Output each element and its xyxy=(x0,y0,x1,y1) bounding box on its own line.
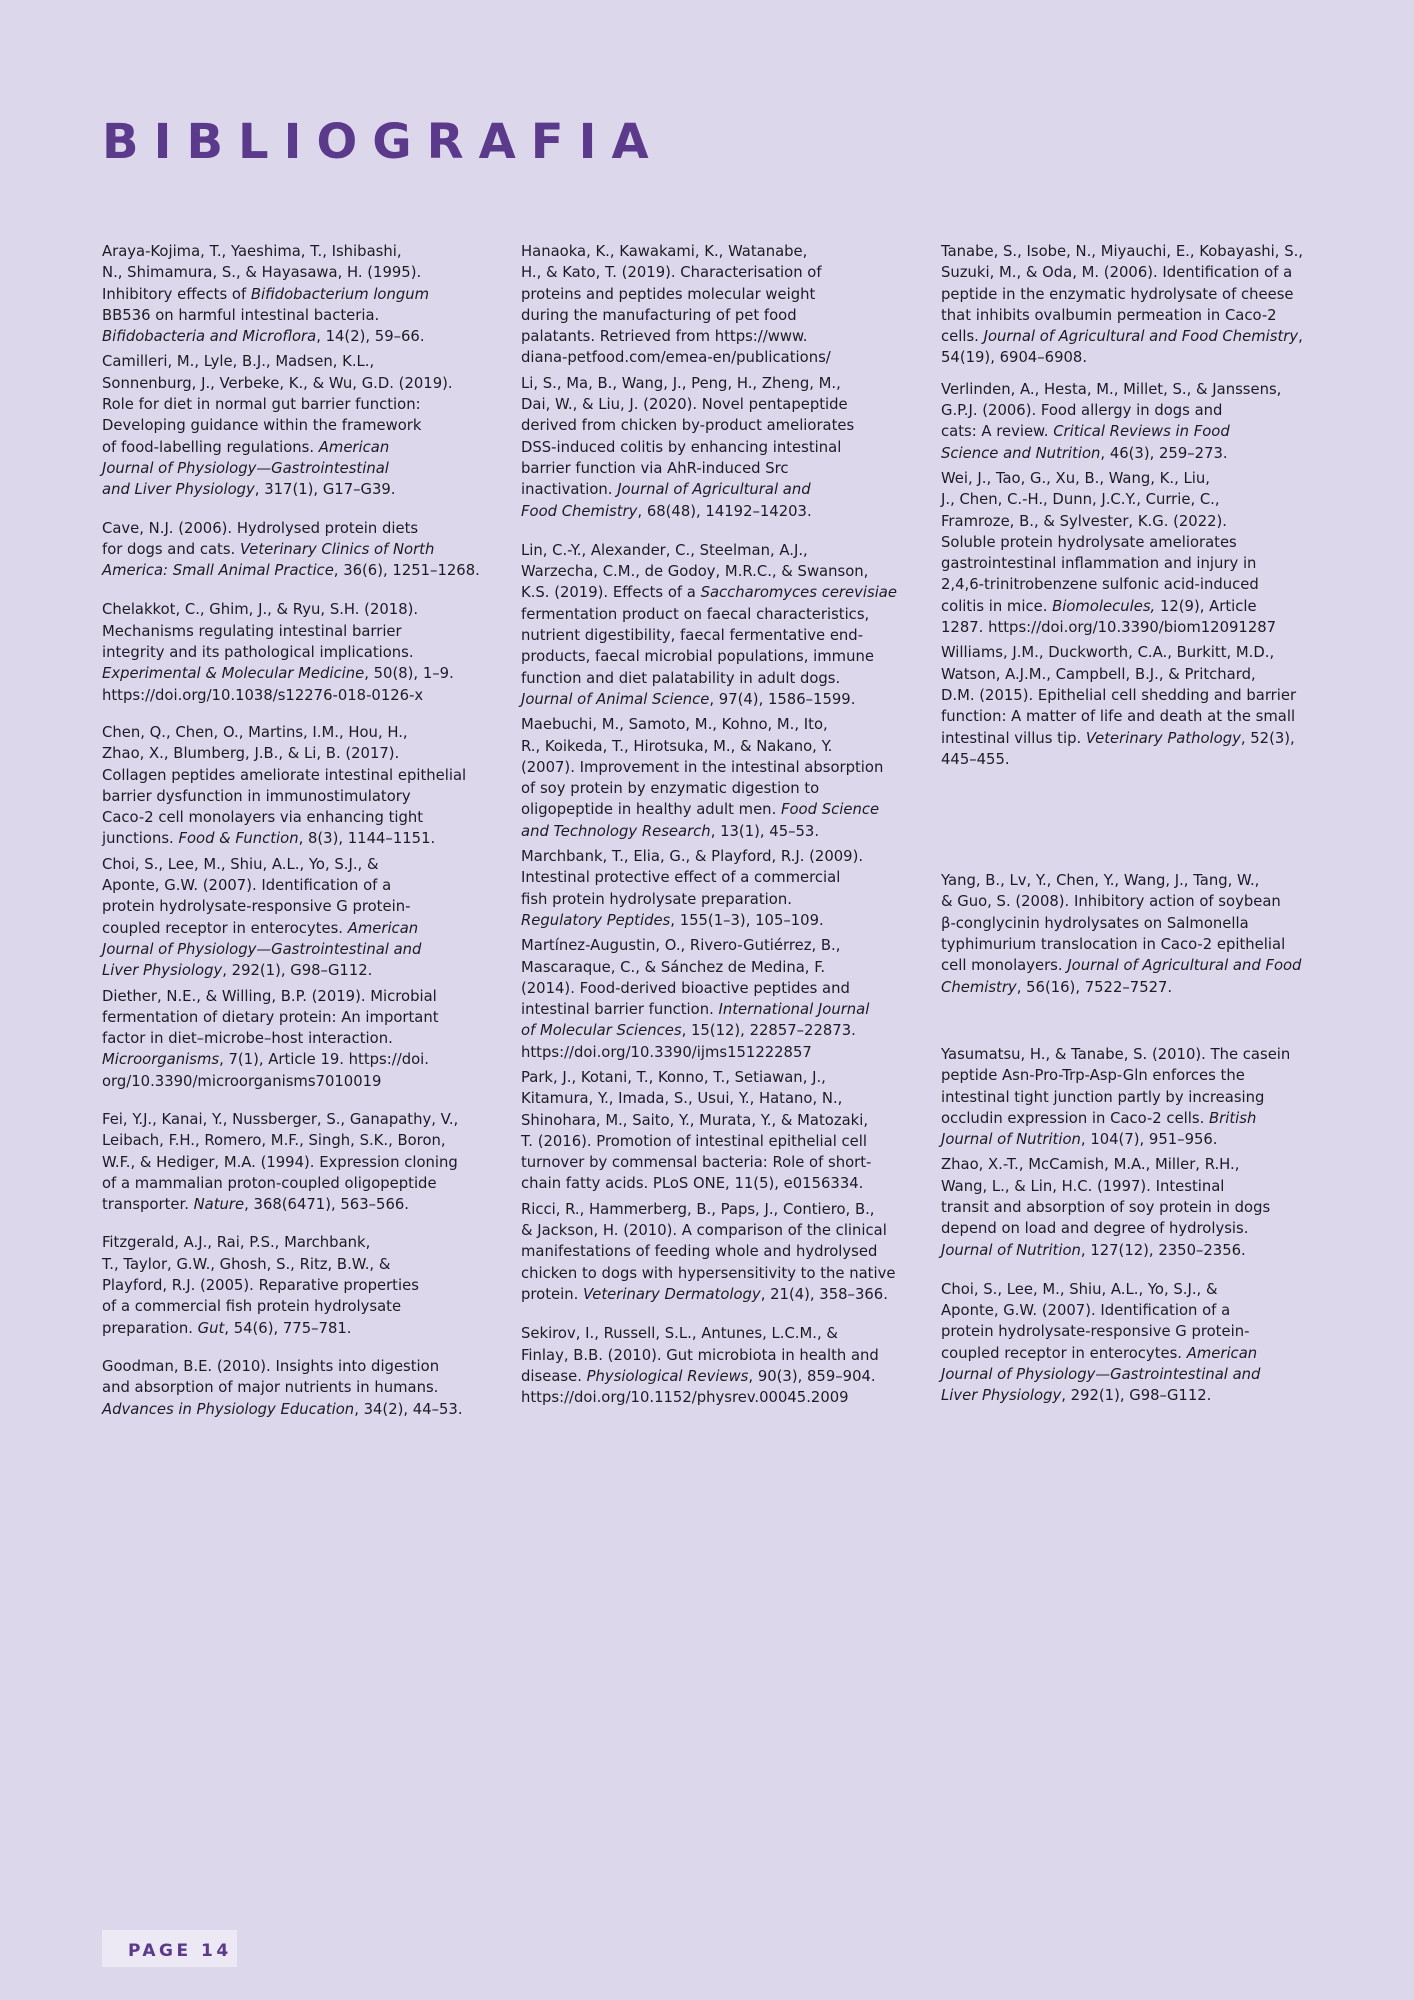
reference-entry: Marchbank, T., Elia, G., & Playford, R.J. (2009). Intestinal protective effect of a commercial fish protein hydrolysate preparation. Regulatory Peptides, 155(1–3), 105–109. xyxy=(521,848,864,929)
reference-entry: Tanabe, S., Isobe, N., Miyauchi, E., Kobayashi, S., Suzuki, M., & Oda, M. (2006). Identification of a peptide in the enzymatic hydrolysate of cheese that inhibits ovalbumin permeation in Caco-2 cells. Journal of Agricultural and Food Chemistry, 54(19), 6904–6908. xyxy=(941,243,1303,367)
reference-entry: Goodman, B.E. (2010). Insights into digestion and absorption of major nutrients in humans. Advances in Physiology Education, 34(2), 44–53. xyxy=(102,1357,463,1418)
reference-entry: Fitzgerald, A.J., Rai, P.S., Marchbank, T., Taylor, G.W., Ghosh, S., Ritz, B.W., & Playford, R.J. (2005). Reparative properties of a commercial fish protein hydrolysate preparation. Gut, 54(6), 775–781. xyxy=(102,1234,419,1337)
references-column-2 xyxy=(521,241,899,1408)
references-column-1 xyxy=(102,241,482,1420)
references-column-3 xyxy=(941,241,1304,1407)
reference-entry: Williams, J.M., Duckworth, C.A., Burkitt, M.D., Watson, A.J.M., Campbell, B.J., & Pritchard, D.M. (2015). Epithelial cell shedding and barrier function: A matter of life and death at the small intestinal villus tip. Veterinary Pathology, 52(3), 445–455. xyxy=(941,644,1297,768)
reference-entry: Fei, Y.J., Kanai, Y., Nussberger, S., Ganapathy, V., Leibach, F.H., Romero, M.F., Singh, S.K., Boron, W.F., & Hediger, M.A. (1994). Expression cloning of a mammalian proton-coupled oligopeptide transporter. Nature, 368(6471), 563–566. xyxy=(102,1110,459,1214)
reference-entry: Verlinden, A., Hesta, M., Millet, S., & Janssens, G.P.J. (2006). Food allergy in dogs and cats: A review. Critical Reviews in Food Science and Nutrition, 46(3), 259–273. xyxy=(941,380,1282,462)
reference-entry: Chelakkot, C., Ghim, J., & Ryu, S.H. (2018). Mechanisms regulating intestinal barrier integrity and its pathological implications. Experimental & Molecular Medicine, 50(8), 1–9. https://doi.org/10.1038/s12276-018-0126-x xyxy=(102,601,454,704)
reference-entry: Chen, Q., Chen, O., Martins, I.M., Hou, H., Zhao, X., Blumberg, J.B., & Li, B. (2017). Collagen peptides ameliorate intestinal epithelial barrier dysfunction in immunostimulatory Caco-2 cell monolayers via enhancing tight junctions. Food & Function, 8(3), 1144–1151. xyxy=(102,723,467,848)
reference-entry: Park, J., Kotani, T., Konno, T., Setiawan, J., Kitamura, Y., Imada, S., Usui, Y., Hatano, N., Shinohara, M., Saito, Y., Murata, Y., & Matozaki, T. (2016). Promotion of intestinal epithelial cell turnover by commensal bacteria: Role of short- chain fatty acids. PLoS ONE, 11(5), e0156334. xyxy=(521,1068,872,1193)
reference-entry: Araya-Kojima, T., Yaeshima, T., Ishibashi, N., Shimamura, S., & Hayasawa, H. (1995). Inhibitory effects of Bifidobacterium longum BB536 on harmful intestinal bacteria. Bifidobacteria and Microflora, 14(2), 59–66. xyxy=(102,243,430,346)
reference-entry: Cave, N.J. (2006). Hydrolysed protein diets for dogs and cats. Veterinary Clinics of North America: Small Animal Practice, 36(6), 1251–1268. xyxy=(102,519,480,580)
reference-entry: Li, S., Ma, B., Wang, J., Peng, H., Zheng, M., Dai, W., & Liu, J. (2020). Novel pentapeptide derived from chicken by-product ameliorates DSS-induced colitis by enhancing intestinal barrier function via AhR-induced Src inactivation. Journal of Agricultural and Food Chemistry, 68(48), 14192–14203. xyxy=(521,374,855,520)
reference-entry: Martínez-Augustin, O., Rivero-Gutiérrez, B., Mascaraque, C., & Sánchez de Medina, F. (2014). Food-derived bioactive peptides and intestinal barrier function. International Journal of Molecular Sciences, 15(12), 22857–22873. https://doi.org/10.3390/ijms151222857 xyxy=(521,937,870,1061)
reference-entry: Choi, S., Lee, M., Shiu, A.L., Yo, S.J., & Aponte, G.W. (2007). Identification of a protein hydrolysate-responsive G protein- coupled receptor in enterocytes. American Journal of Physiology—Gastrointestinal and Liver Physiology, 292(1), G98–G112. xyxy=(102,855,422,980)
reference-entry: Camilleri, M., Lyle, B.J., Madsen, K.L., Sonnenburg, J., Verbeke, K., & Wu, G.D. (2019). Role for diet in normal gut barrier function: Developing guidance within the framework of food-labelling regulations. American Journal of Physiology—Gastrointestinal and Liver Physiology, 317(1), G17–G39. xyxy=(102,353,453,499)
reference-entry: Zhao, X.-T., McCamish, M.A., Miller, R.H., Wang, L., & Lin, H.C. (1997). Intestinal transit and absorption of soy protein in dogs depend on load and degree of hydrolysis. Journal of Nutrition, 127(12), 2350–2356. xyxy=(941,1156,1271,1259)
reference-entry: Ricci, R., Hammerberg, B., Paps, J., Contiero, B., & Jackson, H. (2010). A comparison of the clinical manifestations of feeding whole and hydrolysed chicken to dogs with hypersensitivity to the native protein. Veterinary Dermatology, 21(4), 358–366. xyxy=(521,1200,896,1303)
reference-entry: Yang, B., Lv, Y., Chen, Y., Wang, J., Tang, W., & Guo, S. (2008). Inhibitory action of soybean β-conglycinin hydrolysates on Salmonella typhimurium translocation in Caco-2 epithelial cell monolayers. Journal of Agricultural and Food Chemistry, 56(16), 7522–7527. xyxy=(941,872,1302,996)
reference-entry: Hanaoka, K., Kawakami, K., Watanabe, H., & Kato, T. (2019). Characterisation of proteins and peptides molecular weight during the manufacturing of pet food palatants. Retrieved from https://www. diana-petfood.com/emea-en/publications/ xyxy=(521,243,831,367)
reference-entry: Lin, C.-Y., Alexander, C., Steelman, A.J., Warzecha, C.M., de Godoy, M.R.C., & Swanson, K.S. (2019). Effects of a Saccharomyces cerevisiae fermentation product on faecal characteristics, nutrient digestibility, faecal fermentative end- products, faecal microbial populations, immune function and diet palatability in adult dogs. Journal of Animal Science, 97(4), 1586–1599. xyxy=(521,541,897,708)
reference-entry: Yasumatsu, H., & Tanabe, S. (2010). The casein peptide Asn-Pro-Trp-Asp-Gln enforces the intestinal tight junction partly by increasing occludin expression in Caco-2 cells. British Journal of Nutrition, 104(7), 951–956. xyxy=(941,1045,1291,1149)
reference-entry: Sekirov, I., Russell, S.L., Antunes, L.C.M., & Finlay, B.B. (2010). Gut microbiota in health and disease. Physiological Reviews, 90(3), 859–904. https://doi.org/10.1152/physrev.00045.2009 xyxy=(521,1325,879,1407)
reference-entry: Wei, J., Tao, G., Xu, B., Wang, K., Liu, J., Chen, C.-H., Dunn, J.C.Y., Currie, C., Framroze, B., & Sylvester, K.G. (2022). Soluble protein hydrolysate ameliorates gastrointestinal inflammation and injury in 2,4,6-trinitrobenzene sulfonic acid-induced colitis in mice. Biomolecules, 12(9), Article 1287. https://doi.org/10.3390/biom12091287 xyxy=(941,469,1277,637)
page-title: BIBLIOGRAFIA xyxy=(102,114,664,170)
page-number: PAGE 14 xyxy=(128,1941,232,1961)
reference-entry: Choi, S., Lee, M., Shiu, A.L., Yo, S.J., & Aponte, G.W. (2007). Identification of a protein hydrolysate-responsive G protein- coupled receptor in enterocytes. American Journal of Physiology—Gastrointestinal and Liver Physiology, 292(1), G98–G112. xyxy=(941,1280,1261,1405)
reference-entry: Diether, N.E., & Willing, B.P. (2019). Microbial fermentation of dietary protein: An important factor in diet–microbe–host interaction. Microorganisms, 7(1), Article 19. https://doi. org/10.3390/microorganisms7010019 xyxy=(102,987,439,1090)
reference-entry: Maebuchi, M., Samoto, M., Kohno, M., Ito, R., Koikeda, T., Hirotsuka, M., & Nakano, Y. (2007). Improvement in the intestinal absorption of soy protein by enzymatic digestion to oligopeptide in healthy adult men. Food Science and Technology Research, 13(1), 45–53. xyxy=(521,716,884,840)
